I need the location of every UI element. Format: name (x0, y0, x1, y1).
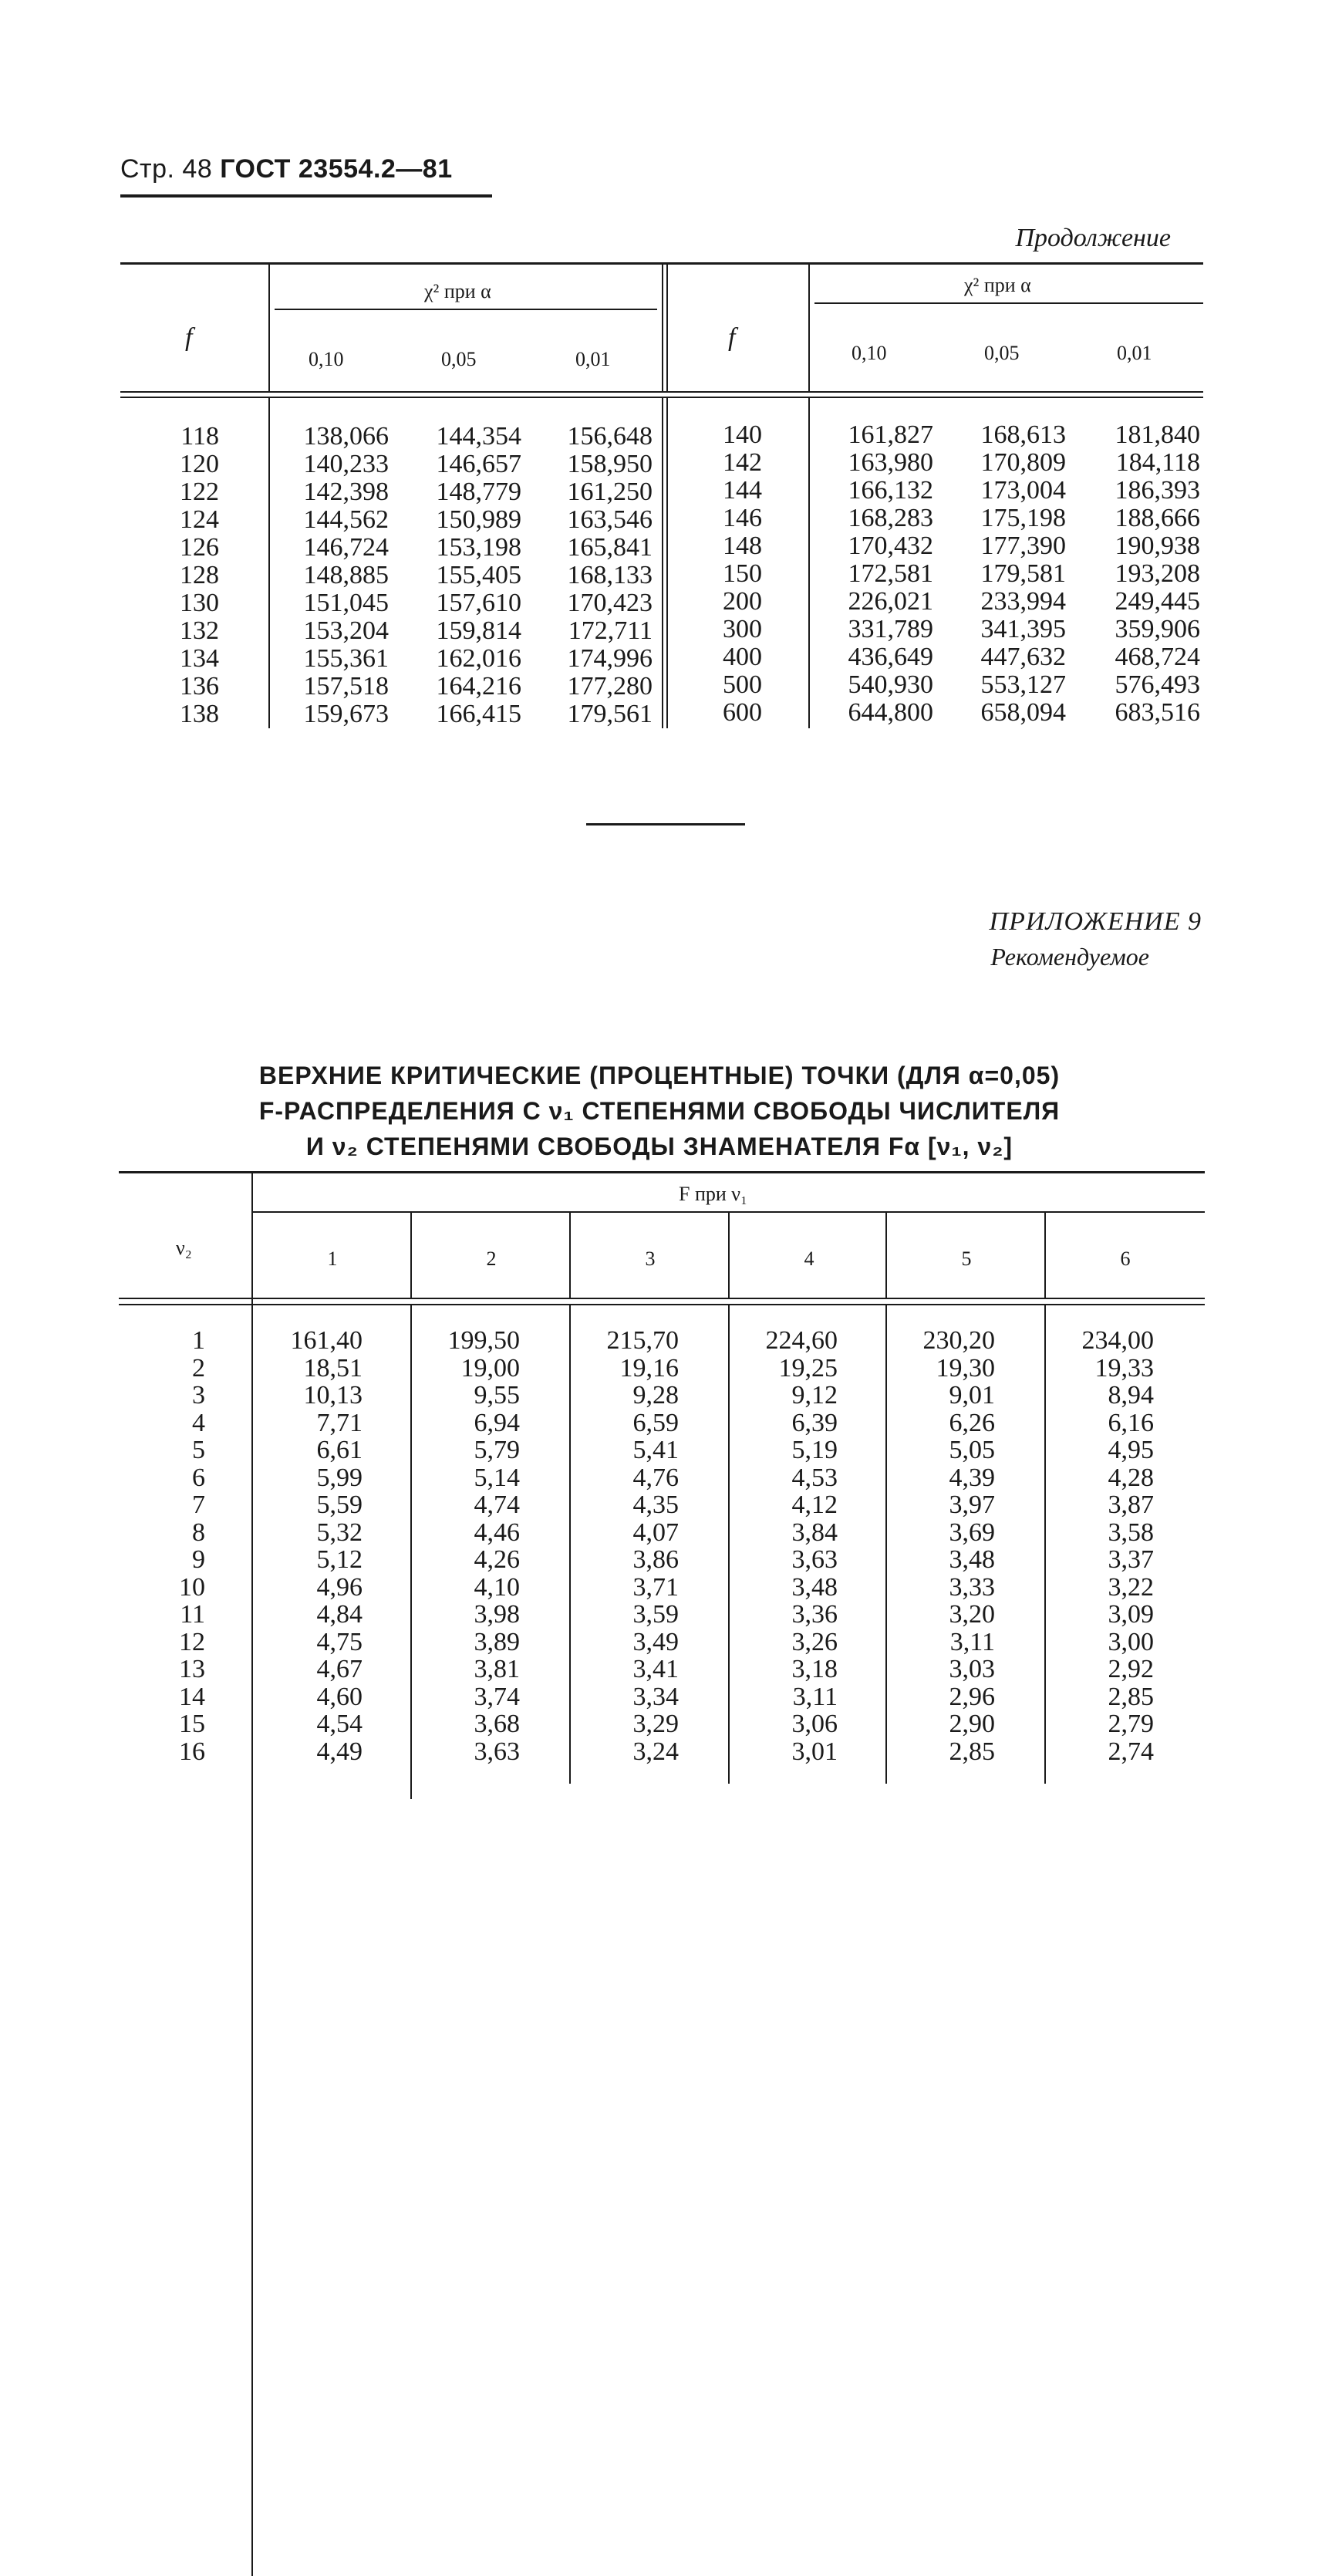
chi-value: 188,666 (1115, 504, 1200, 532)
f-value: 4,74 (474, 1491, 520, 1519)
chi-value: 155,361 (303, 644, 389, 673)
alpha-header: 0,10 (309, 348, 344, 370)
f-value: 3,81 (474, 1655, 520, 1683)
chi-value: 658,094 (980, 698, 1066, 727)
chi-value: 331,789 (848, 615, 933, 643)
row-nu2-value: 12 (179, 1627, 205, 1656)
row-f-value: 200 (723, 587, 762, 616)
page-header (120, 154, 453, 184)
f-value: 2,96 (949, 1682, 995, 1711)
f-value: 3,69 (949, 1518, 995, 1547)
nu2-column-header: ν₂ (176, 1237, 192, 1259)
f-value: 3,86 (632, 1545, 679, 1574)
f-value: 5,41 (632, 1436, 679, 1464)
chi-value: 158,950 (567, 450, 653, 478)
f-value: 4,84 (316, 1600, 363, 1629)
f-value: 18,51 (303, 1353, 363, 1383)
f-value: 3,11 (792, 1682, 838, 1711)
row-f-value: 130 (180, 589, 219, 617)
f-value: 5,12 (316, 1545, 363, 1574)
alpha-header: 0,05 (441, 348, 477, 370)
f-value: 4,49 (316, 1737, 363, 1766)
row-f-value: 400 (723, 643, 762, 671)
f-value: 3,68 (474, 1710, 520, 1738)
row-f-value: 124 (180, 505, 219, 534)
row-nu2-value: 14 (179, 1682, 205, 1711)
row-f-value: 138 (180, 700, 219, 728)
chi-value: 138,066 (303, 422, 389, 451)
f-value: 3,11 (949, 1627, 995, 1656)
chi-value: 159,673 (303, 700, 389, 728)
f-value: 3,20 (949, 1600, 995, 1629)
chi-value: 436,649 (848, 643, 933, 671)
nu1-column-header: 2 (486, 1247, 497, 1270)
f-value: 4,07 (632, 1518, 679, 1547)
chi-value: 161,827 (848, 420, 933, 449)
chi-value: 156,648 (567, 422, 653, 451)
row-f-value: 132 (180, 616, 219, 645)
f-value: 3,49 (632, 1627, 679, 1656)
f-value: 5,59 (316, 1491, 363, 1519)
chi-value: 249,445 (1115, 587, 1200, 616)
row-f-value: 128 (180, 561, 219, 589)
f-value: 3,01 (791, 1737, 838, 1766)
chi-value: 153,204 (303, 616, 389, 645)
chi-value: 186,393 (1115, 476, 1200, 505)
alpha-header: 0,01 (1117, 342, 1152, 364)
f-table-title-line-1: ВЕРХНИЕ КРИТИЧЕСКИЕ (ПРОЦЕНТНЫЕ) ТОЧКИ (ДЛЯ α=0,05) (258, 1062, 1061, 1089)
f-value: 3,26 (791, 1627, 838, 1656)
f-value: 3,00 (1108, 1627, 1154, 1656)
f-value: 9,12 (791, 1381, 838, 1410)
header-bottom-rule (120, 391, 1203, 393)
chi-value: 164,216 (436, 672, 521, 701)
chi-value: 174,996 (567, 644, 653, 673)
chi-value: 540,930 (848, 670, 933, 699)
f-value: 4,96 (316, 1572, 363, 1602)
chi-value: 148,779 (436, 478, 521, 506)
f-value: 3,59 (632, 1600, 679, 1629)
f-value: 3,84 (791, 1518, 838, 1547)
col-divider (728, 1213, 730, 1298)
col-divider (268, 265, 270, 391)
f-value: 5,79 (474, 1436, 520, 1464)
f-value: 3,98 (474, 1600, 520, 1629)
chi-value: 179,561 (567, 700, 653, 728)
row-nu2-value: 3 (192, 1381, 205, 1410)
alpha-header: 0,05 (984, 342, 1020, 364)
chi-value: 172,581 (848, 559, 933, 588)
table-top-rule (119, 1171, 1205, 1173)
chi-value: 151,045 (303, 589, 389, 617)
f-value: 2,74 (1108, 1737, 1154, 1766)
chi-value: 553,127 (980, 670, 1066, 699)
chi-value: 181,840 (1115, 420, 1200, 449)
section-divider (586, 823, 745, 825)
f-value: 4,28 (1108, 1463, 1154, 1492)
chi-value: 140,233 (303, 450, 389, 478)
chi-value: 468,724 (1115, 643, 1200, 671)
f-value: 3,63 (474, 1737, 520, 1766)
row-nu2-value: 1 (192, 1326, 205, 1355)
f-value: 4,75 (316, 1627, 363, 1656)
chi-group-header: χ² при α (424, 280, 491, 302)
f-value: 4,60 (316, 1682, 363, 1711)
nu1-column-header: 6 (1120, 1247, 1131, 1270)
f-table-title-line-2: F-РАСПРЕДЕЛЕНИЯ С ν₁ СТЕПЕНЯМИ СВОБОДЫ ЧИСЛИТЕЛЯ (258, 1097, 1061, 1125)
row-nu2-value: 10 (179, 1572, 205, 1602)
f-value: 3,37 (1108, 1545, 1154, 1574)
row-nu2-value: 13 (179, 1655, 205, 1683)
nu1-column-header: 4 (804, 1247, 814, 1270)
header-bottom-rule (119, 1298, 1205, 1299)
col-divider (410, 1213, 412, 1298)
alpha-header: 0,01 (575, 348, 611, 370)
nu1-column-header: 3 (645, 1247, 656, 1270)
f-value: 4,53 (791, 1463, 838, 1492)
chi-value: 170,423 (567, 589, 653, 617)
header-rule (120, 194, 492, 198)
row-f-value: 146 (723, 504, 762, 532)
chi-value: 168,283 (848, 504, 933, 532)
f-value: 3,18 (791, 1655, 838, 1683)
chi-value: 177,280 (567, 672, 653, 701)
f-value: 5,99 (316, 1463, 363, 1492)
chi-value: 146,724 (303, 533, 389, 562)
chi-value: 161,250 (567, 478, 653, 506)
f-value: 6,16 (1108, 1408, 1154, 1437)
row-f-value: 134 (180, 644, 219, 673)
row-f-value: 120 (180, 450, 219, 478)
f-value: 2,90 (949, 1710, 995, 1738)
row-nu2-value: 2 (192, 1353, 205, 1383)
f-value: 4,10 (474, 1572, 520, 1602)
f-value: 4,46 (474, 1518, 520, 1547)
f-column-header: f (728, 323, 736, 352)
chi-value: 177,390 (980, 532, 1066, 560)
chi-value: 144,354 (436, 422, 521, 451)
row-f-value: 118 (180, 422, 219, 451)
row-nu2-value: 7 (192, 1491, 205, 1519)
f-value: 3,41 (632, 1655, 679, 1683)
chi-value: 193,208 (1115, 559, 1200, 588)
row-f-value: 144 (723, 476, 762, 505)
f-value: 19,25 (778, 1353, 838, 1383)
f-value: 9,28 (632, 1381, 679, 1410)
f-value: 3,22 (1108, 1572, 1154, 1602)
chi-value: 157,610 (436, 589, 521, 617)
row-nu2-value: 16 (179, 1737, 205, 1766)
row-f-value: 126 (180, 533, 219, 562)
f-column-header: f (185, 323, 193, 352)
chi-value: 166,132 (848, 476, 933, 505)
f-value: 4,35 (632, 1491, 679, 1519)
f-value: 3,63 (791, 1545, 838, 1574)
f-table-title-line-3: И ν₂ СТЕПЕНЯМИ СВОБОДЫ ЗНАМЕНАТЕЛЯ Fα [ν₁, ν₂] (305, 1133, 1013, 1160)
header-bottom-rule (119, 1304, 1205, 1305)
row-f-value: 136 (180, 672, 219, 701)
row-f-value: 142 (723, 448, 762, 477)
f-value: 3,48 (949, 1545, 995, 1574)
f-value: 4,67 (316, 1655, 363, 1683)
chi-value: 150,989 (436, 505, 521, 534)
f-value: 4,12 (791, 1491, 838, 1519)
row-nu2-value: 6 (192, 1463, 205, 1492)
f-group-header: F при ν₁ (679, 1183, 748, 1205)
f-value: 3,29 (632, 1710, 679, 1738)
row-f-value: 300 (723, 615, 762, 643)
chi-value: 576,493 (1115, 670, 1200, 699)
f-value: 2,92 (1108, 1655, 1154, 1683)
f-value: 9,55 (474, 1381, 520, 1410)
chi-value: 155,405 (436, 561, 521, 589)
chi-value: 163,546 (567, 505, 653, 534)
f-value: 6,61 (316, 1436, 363, 1464)
f-value: 5,19 (791, 1436, 838, 1464)
subheader-rule (275, 309, 657, 310)
f-value: 234,00 (1081, 1326, 1154, 1355)
f-value: 3,03 (949, 1655, 995, 1683)
chi-value: 190,938 (1115, 532, 1200, 560)
f-value: 4,76 (632, 1463, 679, 1492)
f-value: 4,26 (474, 1545, 520, 1574)
appendix-label: ПРИЛОЖЕНИЕ 9 (989, 907, 1202, 936)
chi-value: 175,198 (980, 504, 1066, 532)
chi-value: 168,133 (567, 561, 653, 589)
col-divider (885, 1213, 887, 1298)
chi-value: 142,398 (303, 478, 389, 506)
row-nu2-value: 8 (192, 1518, 205, 1547)
row-nu2-value: 11 (180, 1600, 205, 1629)
chi-group-header: χ² при α (964, 274, 1031, 296)
standard-number: ГОСТ 23554.2—81 (220, 154, 453, 184)
chi-value: 163,980 (848, 448, 933, 477)
chi-value: 179,581 (980, 559, 1066, 588)
chi-value: 162,016 (436, 644, 521, 673)
page-number: Стр. 48 (120, 154, 213, 184)
f-value: 9,01 (949, 1381, 995, 1410)
row-f-value: 600 (723, 698, 762, 727)
f-value: 3,89 (474, 1627, 520, 1656)
f-value: 5,14 (474, 1463, 520, 1492)
f-value: 224,60 (765, 1326, 838, 1355)
f-value: 8,94 (1108, 1381, 1154, 1410)
subheader-rule (814, 302, 1203, 304)
f-value: 2,85 (949, 1737, 995, 1766)
f-value: 3,48 (791, 1572, 838, 1602)
f-value: 19,16 (619, 1353, 679, 1383)
chi-value: 170,432 (848, 532, 933, 560)
chi-value: 165,841 (567, 533, 653, 562)
col-divider (666, 265, 668, 391)
col-divider (1044, 1213, 1046, 1298)
alpha-header: 0,10 (852, 342, 887, 364)
f-value: 3,24 (632, 1737, 679, 1766)
f-value: 3,34 (632, 1682, 679, 1711)
row-f-value: 500 (723, 670, 762, 699)
row-nu2-value: 15 (179, 1710, 205, 1738)
f-value: 2,85 (1108, 1682, 1154, 1711)
row-nu2-value: 5 (192, 1436, 205, 1464)
f-value: 3,71 (632, 1572, 679, 1602)
chi-value: 233,994 (980, 587, 1066, 616)
nu1-column-header: 5 (961, 1247, 972, 1270)
f-value: 3,36 (791, 1600, 838, 1629)
f-value: 3,74 (474, 1682, 520, 1711)
chi-value: 153,198 (436, 533, 521, 562)
nu1-column-header: 1 (327, 1247, 338, 1270)
chi-value: 683,516 (1115, 698, 1200, 727)
f-value: 6,59 (632, 1408, 679, 1437)
col-divider (662, 265, 663, 391)
chi-value: 173,004 (980, 476, 1066, 505)
chi-value: 447,632 (980, 643, 1066, 671)
chi-value: 341,395 (980, 615, 1066, 643)
f-value: 161,40 (290, 1326, 363, 1355)
row-nu2-value: 4 (192, 1408, 205, 1437)
chi-value: 157,518 (303, 672, 389, 701)
chi-value: 184,118 (1115, 448, 1200, 477)
f-value: 10,13 (303, 1381, 363, 1410)
chi-value: 144,562 (303, 505, 389, 534)
chi-value: 172,711 (568, 616, 653, 645)
f-value: 6,26 (949, 1408, 995, 1437)
f-value: 3,87 (1108, 1491, 1154, 1519)
f-value: 6,94 (474, 1408, 520, 1437)
row-nu2-value: 9 (192, 1545, 205, 1574)
row-f-value: 122 (180, 478, 219, 506)
chi-value: 146,657 (436, 450, 521, 478)
row-f-value: 150 (723, 559, 762, 588)
chi-value: 168,613 (980, 420, 1066, 449)
f-value: 19,00 (460, 1353, 520, 1383)
f-value: 3,58 (1108, 1518, 1154, 1547)
f-value: 19,30 (936, 1353, 995, 1383)
f-value: 2,79 (1108, 1710, 1154, 1738)
row-f-value: 140 (723, 420, 762, 449)
col-divider (569, 1213, 571, 1298)
chi-value: 159,814 (436, 616, 521, 645)
f-value: 4,95 (1108, 1436, 1154, 1464)
col-divider (808, 265, 810, 391)
chi-value: 644,800 (848, 698, 933, 727)
f-value: 3,06 (791, 1710, 838, 1738)
chi-value: 148,885 (303, 561, 389, 589)
f-value: 19,33 (1094, 1353, 1154, 1383)
f-value: 4,39 (949, 1463, 995, 1492)
f-value: 3,33 (949, 1572, 995, 1602)
row-f-value: 148 (723, 532, 762, 560)
continuation-label: Продолжение (1015, 224, 1171, 252)
chi-value: 359,906 (1115, 615, 1200, 643)
f-value: 3,97 (949, 1491, 995, 1519)
f-value: 6,39 (791, 1408, 838, 1437)
f-value: 230,20 (922, 1326, 995, 1355)
f-value: 5,32 (316, 1518, 363, 1547)
f-value: 7,71 (316, 1408, 363, 1437)
appendix-status: Рекомендуемое (990, 943, 1149, 971)
f-value: 199,50 (447, 1326, 520, 1355)
f-value: 215,70 (606, 1326, 679, 1355)
chi-value: 226,021 (848, 587, 933, 616)
f-value: 5,05 (949, 1436, 995, 1464)
f-value: 4,54 (316, 1710, 363, 1738)
chi-value: 166,415 (436, 700, 521, 728)
chi-value: 170,809 (980, 448, 1066, 477)
f-value: 3,09 (1108, 1600, 1154, 1629)
